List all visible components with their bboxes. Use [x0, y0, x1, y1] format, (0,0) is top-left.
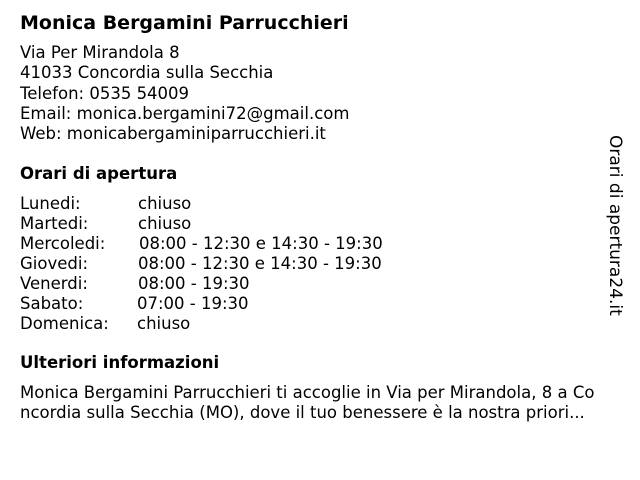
- hours-row-tuesday: [20, 214, 420, 234]
- day-label: Domenica:: [20, 314, 109, 333]
- hours-row-sunday: [20, 314, 420, 334]
- phone-number: Telefon: 0535 54009: [20, 83, 190, 103]
- hours-row-saturday: [20, 294, 420, 314]
- site-brand-watermark: Orari di apertura24.it: [605, 135, 625, 316]
- hours-value: 07:00 - 19:30: [137, 294, 249, 313]
- contact-block: [20, 43, 349, 144]
- hours-row-wednesday: [20, 234, 420, 254]
- day-label: Lunedi:: [20, 194, 81, 213]
- day-label: Sabato:: [20, 294, 84, 313]
- hours-value: 08:00 - 12:30 e 14:30 - 19:30: [139, 234, 383, 253]
- address-city: 41033 Concordia sulla Secchia: [20, 63, 274, 83]
- hours-value: chiuso: [138, 214, 192, 233]
- opening-hours-heading: Orari di apertura: [20, 164, 178, 183]
- hours-value: 08:00 - 12:30 e 14:30 - 19:30: [138, 254, 382, 273]
- description-line: Monica Bergamini Parrucchieri ti accoglie in Via per Mirandola, 8 a Co: [20, 383, 595, 402]
- business-name: Monica Bergamini Parrucchieri: [20, 12, 349, 34]
- email-address: Email: monica.bergamini72@gmail.com: [20, 103, 350, 123]
- hours-value: chiuso: [137, 314, 191, 333]
- hours-row-thursday: [20, 254, 420, 274]
- hours-row-friday: [20, 274, 420, 294]
- hours-value: 08:00 - 19:30: [138, 274, 250, 293]
- opening-hours-table: [20, 194, 420, 334]
- hours-value: chiuso: [138, 194, 192, 213]
- description-text: [20, 383, 630, 423]
- description-line: ncordia sulla Secchia (MO), dove il tuo benessere è la nostra priori...: [20, 403, 585, 422]
- address-street: Via Per Mirandola 8: [20, 43, 180, 62]
- day-label: Venerdi:: [20, 274, 88, 293]
- hours-row-monday: [20, 194, 420, 214]
- website: Web: monicabergaminiparrucchieri.it: [20, 124, 326, 144]
- day-label: Mercoledi:: [20, 234, 106, 253]
- day-label: Martedi:: [20, 214, 89, 233]
- more-info-heading: Ulteriori informazioni: [20, 353, 220, 372]
- day-label: Giovedi:: [20, 254, 88, 273]
